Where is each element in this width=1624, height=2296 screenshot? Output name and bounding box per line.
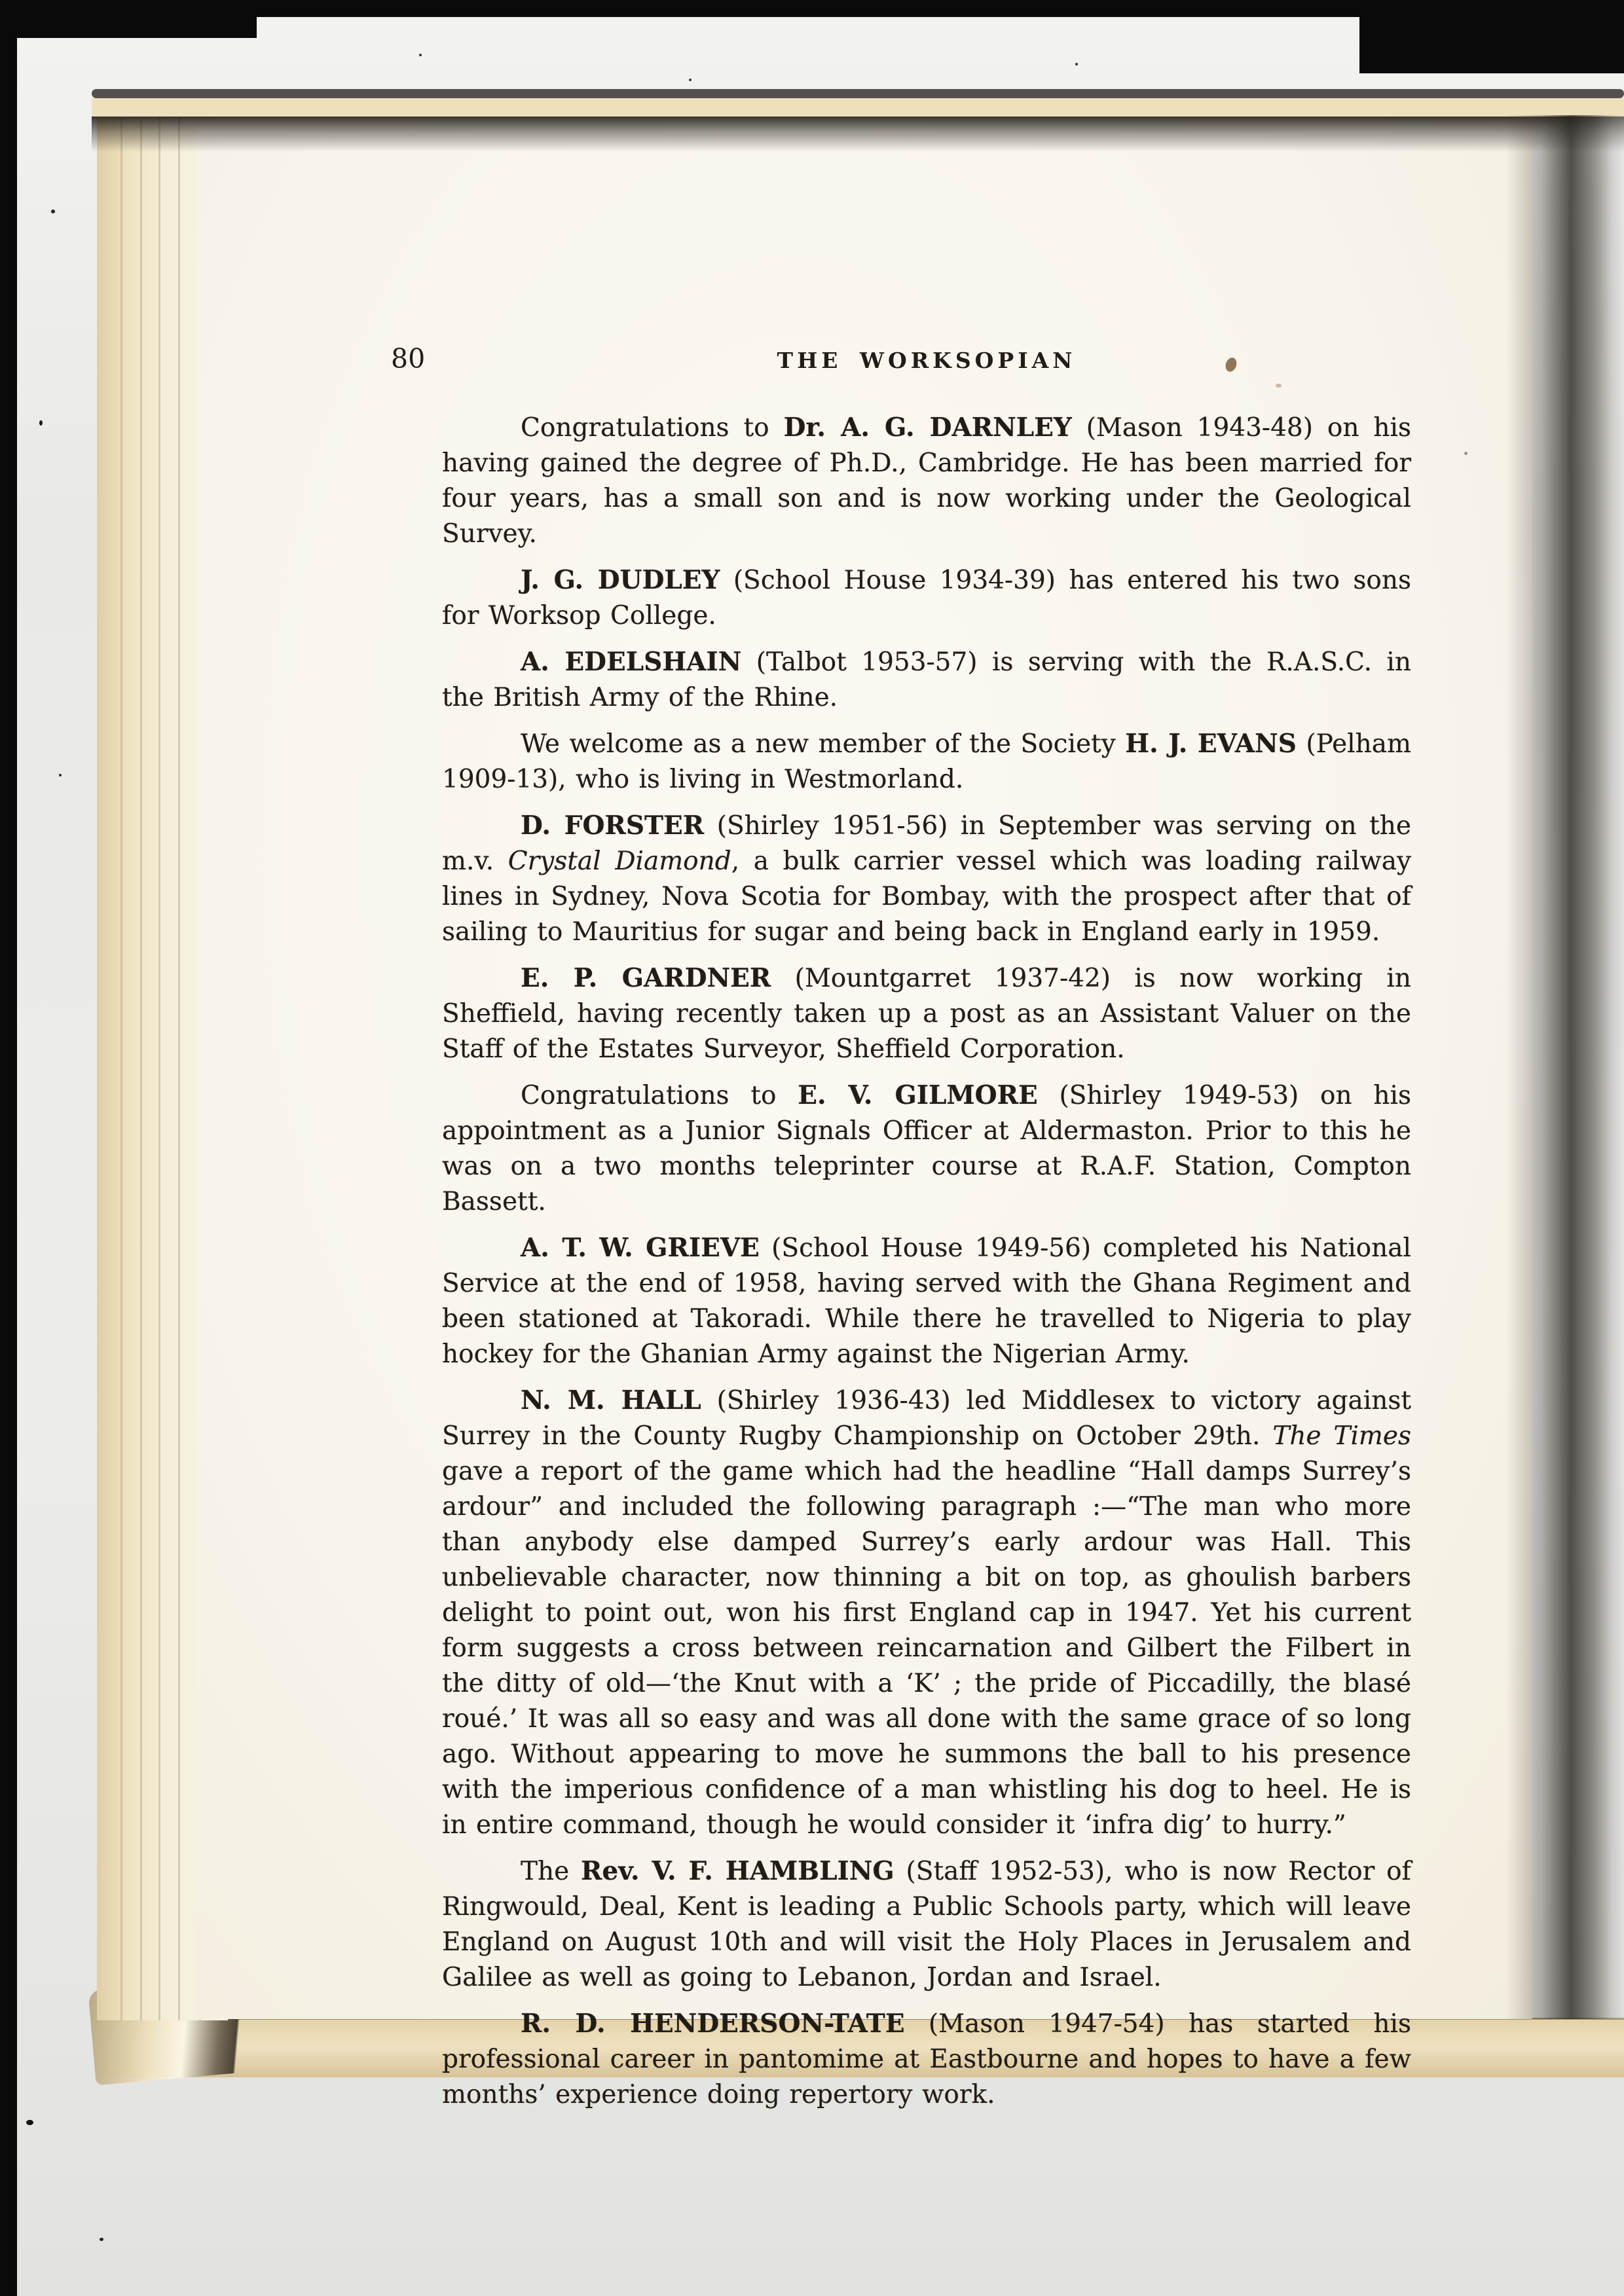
person-name: E. P. GARDNER [521,963,771,993]
paragraphs [442,410,1411,2113]
scanner-corner-top-right [1359,0,1624,73]
paragraph [442,644,1411,716]
page-header-title: THE WORKSOPIAN [777,348,1077,373]
text-segment: We welcome as a new member of the Society [521,729,1126,759]
paragraph [442,1383,1411,1843]
dust-speck [1464,452,1467,455]
paragraph [442,960,1411,1067]
text-segment: (Mason 1943-48) on his having gained the degree of Ph.D., Cambridge. He has been married for four years, has a small son and is now working under the Geological Survey. [442,413,1411,549]
text-segment: (Shirley 1949-53) on his appointment as a Junior Signals Officer at Aldermaston. Prior to this he was on a two months teleprinter course at R.A.F. Station, Compton Bassett. [442,1081,1411,1216]
text-column [391,343,1412,2123]
person-name: N. M. HALL [521,1385,701,1415]
page-edge-line [158,115,160,2020]
text-segment: (School House 1934-39) has entered his two sons for Worksop College. [442,566,1412,630]
page-number: 80 [391,343,426,374]
text-segment: (Pelham 1909-13), who is living in Westmorland. [442,729,1411,794]
paragraph [442,410,1411,552]
person-name: Rev. V. F. HAMBLING [581,1856,895,1886]
text-segment: (Staff 1952-53), who is now Rector of Ringwould, Deal, Kent is leading a Public Schools party, which will leave England on August 10th and will visit the Holy Places in Jerusalem and Galilee as well as going to Lebanon, Jordan and Israel. [442,1857,1411,1992]
page-edge-line [120,115,122,2020]
page-edge-line [140,115,142,2020]
person-name: H. J. EVANS [1125,729,1297,759]
text-segment: (Shirley 1951-56) in September was serving on the m.v. [442,811,1412,876]
ink-speck [1276,384,1282,388]
dust-speck [26,2120,33,2125]
person-name: Dr. A. G. DARNLEY [783,412,1072,443]
person-name: R. D. HENDERSON-TATE [521,2009,905,2039]
scanner-corner-top-left [0,0,257,38]
gutter-shadow [1506,115,1624,2019]
person-name: A. EDELSHAIN [521,647,742,677]
dust-speck [39,420,43,426]
person-name: E. V. GILMORE [798,1080,1038,1110]
book-page [196,115,1532,2109]
paragraph [442,808,1411,950]
scanner-edge-left [0,0,17,2296]
text-segment: gave a report of the game which had the headline “Hall damps Surrey’s ardour” and included the following paragraph :—“The man who more than anybody else damped Surrey’s early ardour was Hall. This unbelievable character, now thinning a bit on top, as ghoulish barbers delight to point out, won his first England cap in 1947. Yet his current form suggests a cross between reincarnation and Gilbert the Filbert in the ditty of old—‘the Knut with a ‘K’ ; the pride of Piccadilly, the blasé roué.’ It was all so easy and was all done with the same grace of so long ago. Without appearing to move he summons the ball to his presence with the imperious confidence of a man whistling his dog to heel. He is in entire command, though he would consider it ‘infra dig’ to hurry.” [442,1457,1411,1840]
page-top-shadow [92,117,1624,152]
person-name: D. FORSTER [521,811,705,841]
dust-speck [419,54,422,56]
text-segment: (Mason 1947-54) has started his professional career in pantomime at Eastbourne and hopes to have a few months’ experience doing repertory work. [442,2009,1411,2109]
text-segment: , a bulk carrier vessel which was loading railway lines in Sydney, Nova Scotia for Bombay, with the prospect after that of sailing to Mauritius for sugar and being back in England early in 1959. [442,847,1411,947]
paragraph [442,1078,1411,1220]
text-segment: Crystal Diamond [507,847,731,876]
dust-speck [1075,63,1078,65]
dust-speck [59,774,62,776]
page-header [391,343,1411,392]
text-segment: The [521,1857,581,1886]
book-top-edge [92,98,1624,118]
text-segment: (Talbot 1953-57) is serving with the R.A.S.C. in the British Army of the Rhine. [442,647,1411,712]
paragraph [442,726,1411,797]
dust-speck [689,79,692,81]
page-edge-line [178,115,180,2020]
text-segment: Congratulations to [521,1081,798,1110]
text-segment: The Times [1272,1421,1411,1451]
dust-speck [100,2238,103,2241]
text-segment: (Shirley 1936-43) led Middlesex to victory against Surrey in the County Rugby Championship on October 29th. [442,1386,1412,1451]
paragraph [442,2006,1411,2113]
person-name: A. T. W. GRIEVE [521,1233,760,1263]
text-segment: (Mountgarret 1937-42) is now working in Sheffield, having recently taken up a post as an Assistant Valuer on the Staff of the Estates Surveyor, Sheffield Corporation. [442,964,1411,1064]
book-top-shadow-line [92,89,1624,98]
paragraph [442,1853,1411,1995]
text-segment: (School House 1949-56) completed his National Service at the end of 1958, having served with the Ghana Regiment and been stationed at Takoradi. While there he travelled to Nigeria to play hockey for the Ghanian Army against the Nigerian Army. [442,1233,1411,1369]
person-name: J. G. DUDLEY [521,565,720,595]
text-segment: Congratulations to [521,413,784,443]
paragraph [442,562,1411,634]
dust-speck [51,210,55,213]
paragraph [442,1230,1411,1372]
